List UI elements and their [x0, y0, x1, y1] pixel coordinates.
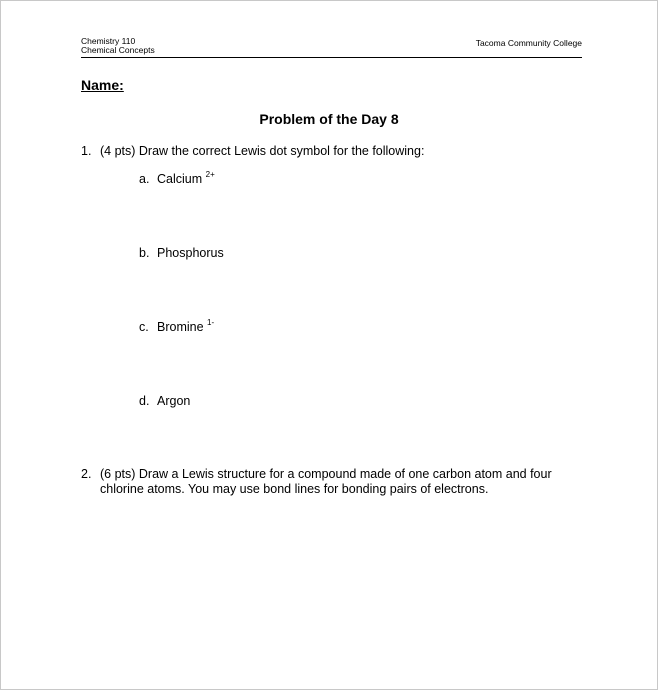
- question-number: 2.: [81, 467, 92, 481]
- part-letter: b.: [139, 246, 150, 260]
- part-letter: c.: [139, 320, 149, 334]
- course-info: [81, 37, 155, 55]
- part-text: Calcium: [157, 172, 203, 186]
- part-letter: d.: [139, 394, 150, 408]
- institution-name: Tacoma Community College: [475, 38, 582, 48]
- question-text: (4 pts) Draw the correct Lewis dot symbol for the following:: [100, 144, 425, 158]
- ion-charge: 1-: [207, 317, 215, 327]
- page-title: Problem of the Day 8: [259, 111, 399, 127]
- course-name: Chemical Concepts: [81, 45, 155, 55]
- page-header: [81, 37, 582, 58]
- ion-charge: 2+: [205, 169, 215, 179]
- course-number: Chemistry 110: [81, 36, 136, 46]
- part-letter: a.: [139, 172, 150, 186]
- question-text-line-1: (6 pts) Draw a Lewis structure for a compound made of one carbon atom and four: [100, 467, 552, 481]
- question-number: 1.: [81, 144, 92, 158]
- part-text: Argon: [157, 394, 191, 408]
- name-label: Name:: [81, 77, 124, 93]
- part-text: Bromine: [157, 320, 204, 334]
- question-text-line-2: chlorine atoms. You may use bond lines for bonding pairs of electrons.: [100, 482, 489, 496]
- part-text: Phosphorus: [157, 246, 224, 260]
